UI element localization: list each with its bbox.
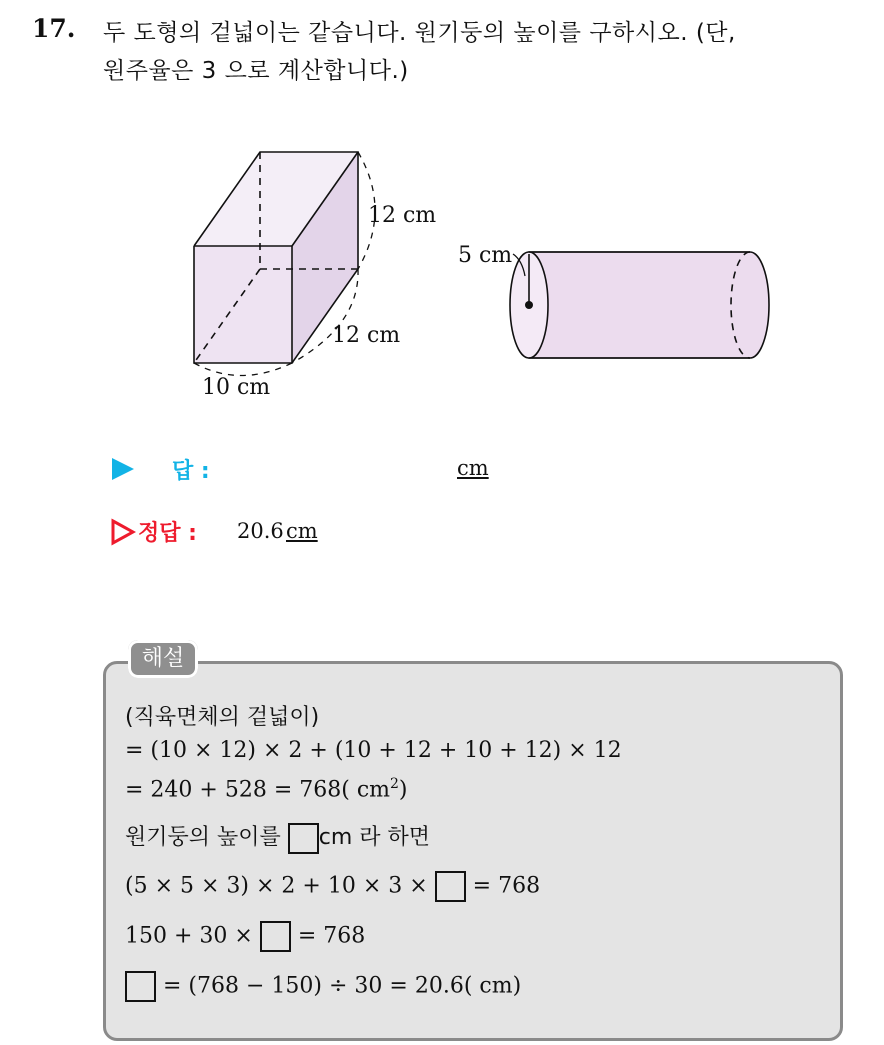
solution-line-5 bbox=[125, 871, 540, 902]
solution-line-3-end: ) bbox=[398, 777, 408, 803]
solution-line-7-text: = (768 − 150) ÷ 30 = 20.6( cm) bbox=[163, 973, 522, 999]
solution-line-6 bbox=[125, 921, 365, 952]
solution-line-4-text-b: cm 라 하면 bbox=[318, 825, 431, 850]
play-triangle-icon bbox=[110, 456, 136, 482]
question-line-2: 원주율은 3 으로 계산합니다.) bbox=[103, 58, 409, 84]
unknown-box bbox=[125, 971, 156, 1002]
unknown-box bbox=[435, 871, 466, 902]
question-text bbox=[103, 14, 873, 90]
solution-line-5-text-b: = 768 bbox=[472, 873, 541, 899]
unknown-box bbox=[260, 921, 291, 952]
correct-unit: cm bbox=[286, 519, 318, 543]
answer-label: 답 : bbox=[172, 459, 210, 484]
question-number: 17. bbox=[32, 14, 76, 43]
cuboid-height-label: 12 cm bbox=[368, 203, 437, 228]
unknown-box bbox=[288, 823, 319, 854]
solution-line-1: (직육면체의 겉넓이) bbox=[125, 705, 320, 730]
cylinder-radius-label: 5 cm bbox=[458, 243, 513, 268]
correct-value: 20.6 bbox=[237, 519, 284, 543]
solution-line-5-text-a: (5 × 5 × 3) × 2 + 10 × 3 × bbox=[125, 873, 428, 899]
solution-line-2: = (10 × 12) × 2 + (10 + 12 + 10 + 12) × 12 bbox=[125, 738, 622, 763]
correct-label: 정답 : bbox=[138, 521, 197, 546]
solution-line-4-text-a: 원기둥의 높이를 bbox=[125, 825, 281, 850]
answer-unit: cm bbox=[457, 456, 489, 480]
solution-tag: 해설 bbox=[128, 640, 198, 678]
outline-triangle-icon bbox=[110, 518, 136, 546]
solution-line-3-text: = 240 + 528 = 768( cm bbox=[125, 777, 390, 803]
figure bbox=[0, 120, 884, 420]
question-line-1: 두 도형의 겉넓이는 같습니다. 원기둥의 높이를 구하시오. (단, bbox=[103, 20, 736, 46]
cylinder bbox=[510, 252, 769, 358]
cuboid-width-label: 10 cm bbox=[202, 375, 271, 400]
solution-line-3-exponent: 2 bbox=[390, 776, 399, 792]
solution-line-7 bbox=[125, 971, 521, 1002]
solution-line-4 bbox=[125, 820, 430, 854]
cuboid-depth-label: 12 cm bbox=[332, 323, 401, 348]
solution-line-6-text-b: = 768 bbox=[297, 923, 366, 949]
solution-line-6-text-a: 150 + 30 × bbox=[125, 923, 253, 949]
solution-line-3 bbox=[125, 776, 408, 802]
